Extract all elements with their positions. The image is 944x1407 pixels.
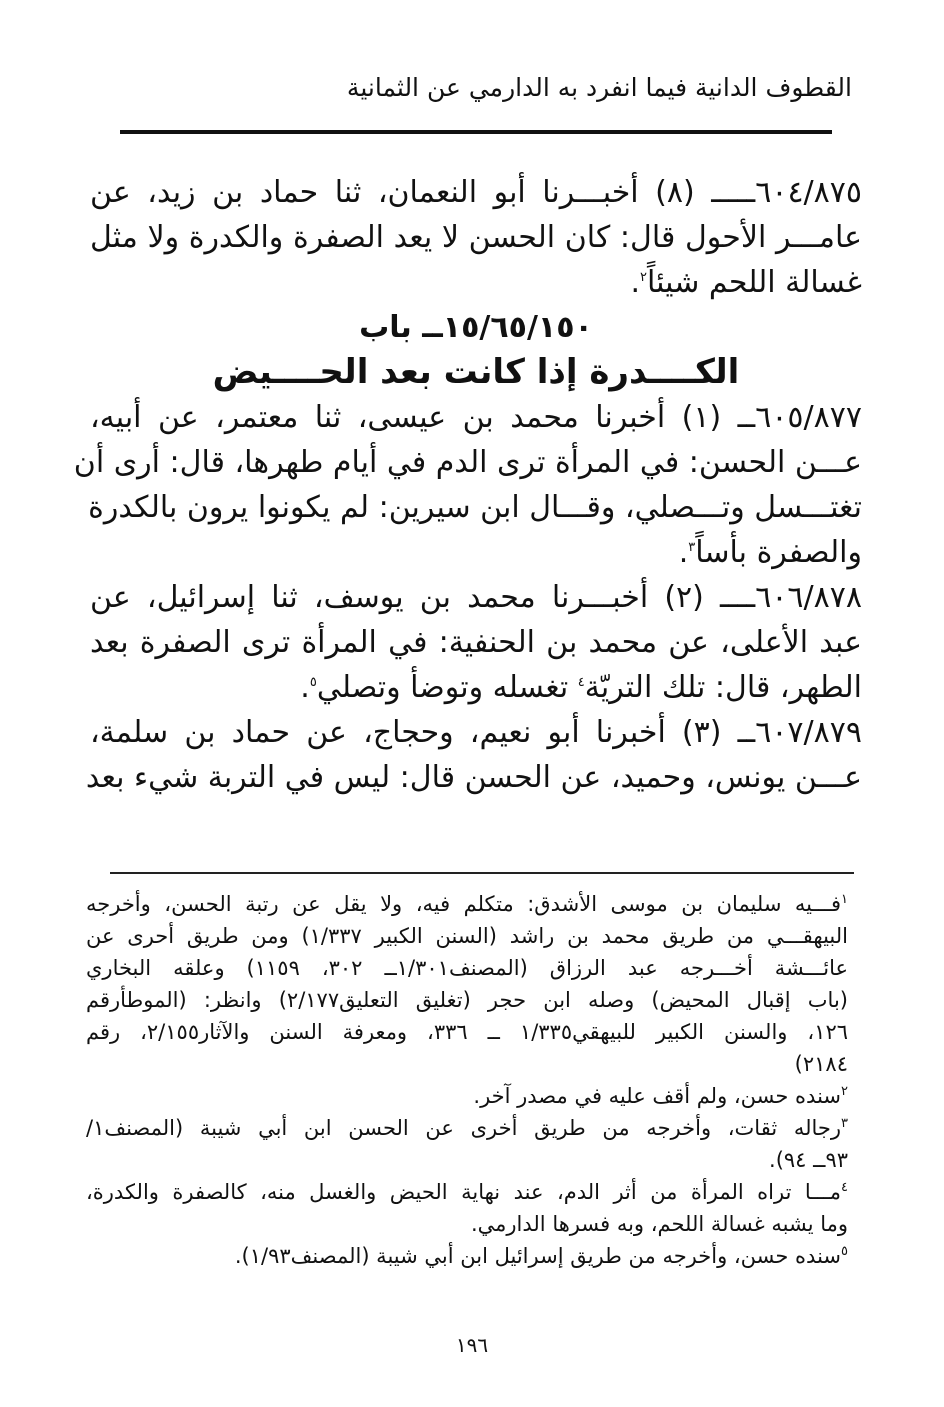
footnote-text: سنده حسن، وأخرجه من طريق إسرائيل ابن أبي شيبة (المصنف١/٩٣). [234,1244,842,1268]
footnote-line: ٢١٨٤) [794,1052,848,1076]
chapter-title: الكــــدرة إذا كانت بعد الحــــيض [212,352,740,392]
footnote-number: ١ [841,892,848,907]
footnote-reference: ٥ [309,675,317,690]
body-line-text: والصفرة بأساً [695,535,862,570]
footnote-line: وما يشبه غسالة اللحم، وبه فسرها الدارمي. [470,1212,848,1236]
footnote-line [86,1240,848,1272]
footnote-reference: ٣ [688,540,696,555]
body-line-text: غسالة اللحم شيئاً [646,265,862,300]
body-line: ٦٠٦/٨٧٨ــــ (٢) أخبـــرنا محمد بن يوسف، ثنا إسرائيل، عن [90,580,862,615]
body-line [90,260,862,305]
page-number: ١٩٦ [455,1333,489,1357]
body-line: عـــن الحسن: في المرأة ترى الدم في أيام طهرها، قال: أرى أن [73,445,862,480]
footnote-reference: ٢ [640,270,647,285]
footnote-line [86,888,848,920]
sentence-end: . [678,535,689,570]
footnote-number: ٥ [841,1244,848,1259]
footnote-number: ٤ [841,1180,848,1195]
header-divider [120,130,832,134]
body-line: عـــن يونس، وحميد، عن الحسن قال: ليس في التربة شيء بعد [85,760,862,795]
book-title: القطوف الدانية فيما انفرد به الدارمي عن الثمانية [346,73,852,102]
body-line [90,665,862,710]
body-line-text: الطهر، قال: تلك التريّة [584,670,862,705]
footnote-reference: ٤ [577,675,585,690]
chapter-number: ١٥/٦٥/١٥٠ــ باب [359,310,593,345]
main-text [73,170,863,800]
footnote-divider [110,872,854,874]
footnote-line: ٩٣ــ ٩٤). [769,1148,848,1172]
footnote-line [86,1176,848,1208]
body-line-text: تغسله وتوضأ وتصلي [316,670,578,705]
footnote-line: عائـــشة أخـــرجه عبد الرزاق (المصنف١/٣٠١ــ ٣٠٢، ١١٥٩) وعلقه البخاري [86,956,848,980]
footnote-text: سنده حسن، ولم أقف عليه في مصدر آخر. [473,1084,842,1108]
footnote-text: رجاله ثقات، وأخرجه من طريق أخرى عن الحسن ابن أبي شيبة (المصنف١/ [86,1116,842,1140]
body-line: عبد الأعلى، عن محمد بن الحنفية: في المرأة ترى الصفرة بعد [90,625,862,660]
body-line: تغتـــسل وتـــصلي، وقـــال ابن سيرين: لم يكونوا يرون بالكدرة [88,490,862,525]
footnotes [86,888,848,1272]
sentence-end: . [630,265,640,300]
footnote-line: (باب إقبال المحيض) وصله ابن حجر (تغليق التعليق٢/١٧٧) وانظر: (الموطأرقم [86,988,848,1012]
footnote-line: ١٢٦، والسنن الكبير للبيهقي١/٣٣٥ ــ ٣٣٦، ومعرفة السنن والآثار٢/١٥٥، رقم [86,1020,849,1044]
running-header [120,70,852,106]
body-line: ٦٠٤/٨٧٥ـــــ (٨) أخبـــرنا أبو النعمان، ثنا حماد بن زيد، عن [90,175,863,210]
footnote-number: ٣ [841,1116,848,1131]
sentence-end: . [300,670,310,705]
body-line: ٦٠٧/٨٧٩ــ (٣) أخبرنا أبو نعيم، وحجاج، عن حماد بن سلمة، [90,715,862,750]
body-line: ٦٠٥/٨٧٧ــ (١) أخبرنا محمد بن عيسى، ثنا معتمر، عن أبيه، [90,400,862,435]
footnote-text: مـــا تراه المرأة من أثر الدم، عند نهاية الحيض والغسل منه، كالصفرة والكدرة، [86,1180,842,1204]
footnote-text: فـــيه سليمان بن موسى الأشدق: متكلم فيه، ولا يقل عن رتبة الحسن، وأخرجه [86,892,842,916]
body-line: عامـــر الأحول قال: كان الحسن لا يعد الصفرة والكدرة ولا مثل [90,220,862,255]
footnote-number: ٢ [841,1084,848,1099]
footnote-line: البيهقـــي من طريق محمد بن راشد (السنن الكبير ١/٣٣٧) ومن طريق أحرى عن [86,924,848,948]
footnote-line [86,1080,848,1112]
footnote-line [86,1112,848,1144]
body-line [90,530,862,575]
